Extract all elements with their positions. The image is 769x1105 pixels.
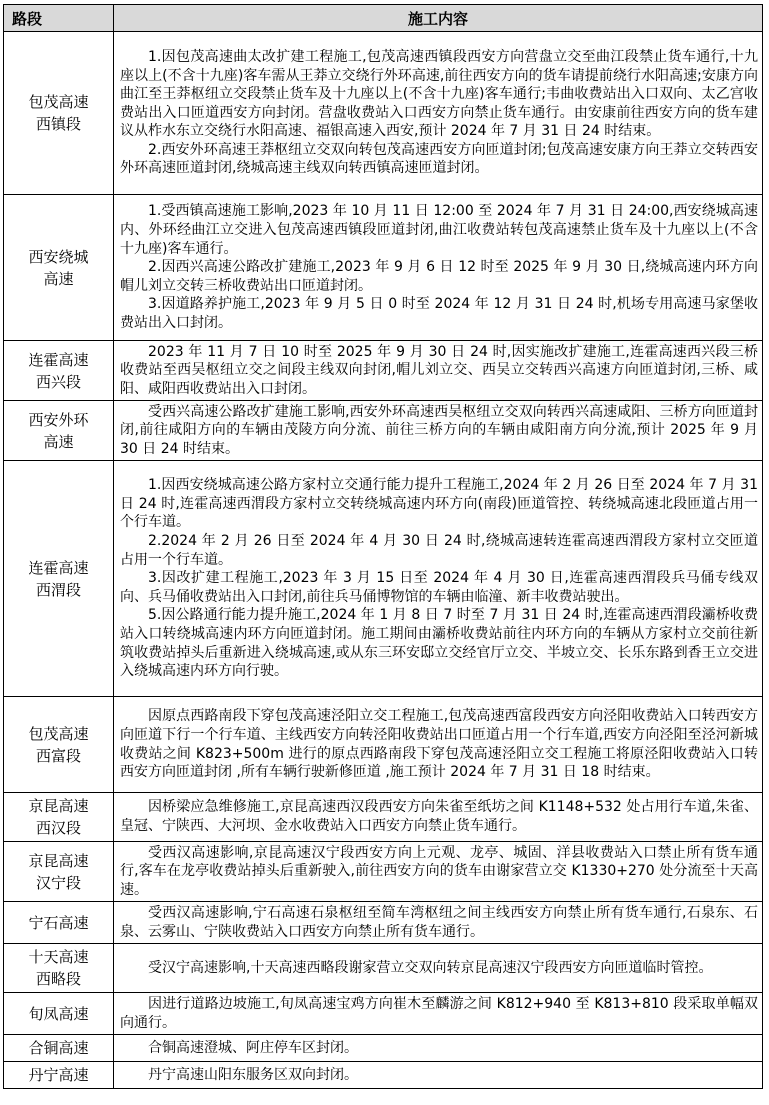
road-segment-name: 京昆高速 [28, 851, 89, 870]
road-segment-name: 西略段 [35, 970, 81, 988]
road-segment-name: 汉宁段 [35, 873, 81, 892]
construction-paragraph: 1.因包茂高速曲太改扩建工程施工,包茂高速西镇段西安方向营盘立交至曲江段禁止货车通行,十九座以上(不含十九座)客车需从王莽立交绕行外环高速,前往西安方向的货车请提前绕行水阳高速;安康方向曲江至王莽枢纽立交段禁止货车及十九座以上(不含十九座)客车通行;韦曲收费站出入口双向、太乙宫收费站出入口匝道西安方向封闭。营盘收费站入口西安方向禁止货车通行。由安康前往西安方向的货车建议从柞水东立交绕行水阳高速、福银高速入西安,预计 2024 年 7 月 31 日 24 时结束。 [120, 48, 758, 140]
road-segment-name: 十天高速 [28, 948, 89, 966]
construction-paragraph: 1.受西镇高速施工影响,2023 年 10 月 11 日 12:00 至 2024 年 7 月 31 日 24:00,西安绕城高速内、外环经曲江立交进入包茂高速西镇段匝道封闭,曲江收费站转包茂高速禁止货车及十九座以上(不含十九座)客车通行。 [120, 203, 758, 257]
construction-content-cell [114, 1035, 763, 1062]
road-segment-name: 合铜高速 [28, 1039, 89, 1057]
road-segment-name: 连霍高速 [28, 558, 89, 577]
construction-paragraph: 2.西安外环高速王莽枢纽立交双向转包茂高速西安方向匝道封闭;包茂高速安康方向王莽立交转西安外环高速匝道封闭,绕城高速主线双向转西镇高速匝道封闭。 [120, 141, 758, 177]
road-segment-name: 连霍高速 [28, 350, 89, 369]
road-segment-name: 西渭段 [35, 580, 81, 599]
road-segment-name: 高速 [43, 432, 74, 451]
construction-paragraph: 受西汉高速影响,宁石高速石泉枢纽至简车湾枢纽之间主线西安方向禁止所有货车通行,石泉东、石泉、云雾山、宁陕收费站入口西安方向禁止所有货车通行。 [120, 904, 758, 940]
table-row [4, 341, 763, 401]
table-row [4, 944, 763, 993]
road-segment-name: 高速 [43, 269, 74, 288]
road-segment-cell [4, 461, 114, 697]
construction-content-cell [114, 944, 763, 993]
road-segment-cell [4, 1062, 114, 1089]
construction-paragraph: 2.因西兴高速公路改扩建施工,2023 年 9 月 6 日 12 时至 2025 年 9 月 30 日,绕城高速内环方向帽儿刘立交转三桥收费站出口匝道封闭。 [120, 259, 758, 294]
table-row [4, 1035, 763, 1062]
table-row [4, 461, 763, 697]
table-row [4, 401, 763, 461]
road-segment-cell [4, 902, 114, 944]
construction-paragraph: 3.因改扩建工程施工,2023 年 3 月 15 日至 2024 年 4 月 30 日,连霍高速西渭段兵马俑专线双向、兵马俑收费站出入口封闭,前往兵马俑博物馆的车辆由临潼、新丰收费站驶出。 [120, 570, 758, 605]
construction-content-cell [114, 401, 763, 461]
table-row [4, 32, 763, 195]
road-segment-name: 京昆高速 [28, 797, 89, 815]
road-segment-cell [4, 1035, 114, 1062]
construction-content-cell [114, 461, 763, 697]
construction-content-cell [114, 902, 763, 944]
construction-paragraph: 受汉宁高速影响,十天高速西略段谢家营立交双向转京昆高速汉宁段西安方向匝道临时管控。 [148, 959, 713, 976]
road-segment-name: 西兴段 [35, 372, 81, 391]
construction-paragraph: 2023 年 11 月 7 日 10 时至 2025 年 9 月 30 日 24 时,因实施改扩建施工,连霍高速西兴段三桥收费站至西吴枢纽立交之间段主线双向封闭,帽儿刘立交、西吴立交转西兴高速方向匝道封闭,三桥、咸阳、咸阳西收费站出入口封闭。 [120, 343, 758, 397]
road-segment-name: 包茂高速 [28, 93, 89, 111]
table-row [4, 195, 763, 341]
road-segment-name: 旬凤高速 [28, 1004, 89, 1023]
road-segment-cell [4, 842, 114, 902]
road-segment-name: 西安绕城 [28, 247, 89, 266]
road-segment-name: 丹宁高速 [28, 1066, 89, 1084]
table-row [4, 1062, 763, 1089]
construction-paragraph: 5.因公路通行能力提升施工,2024 年 1 月 8 日 7 时至 7 月 31 日 24 时,连霍高速西渭段灞桥收费站入口转绕城高速内环方向匝道封闭。施工期间由灞桥收费站前往内环方向的车辆从方家村立交前往新筑收费站掉头后重新进入绕城高速,或从东三环安邸立交经官厅立交、半坡立交、长乐东路到香王立交进入绕城高速内环方向行驶。 [120, 607, 758, 680]
construction-content-cell [114, 993, 763, 1035]
road-segment-name: 西镇段 [35, 115, 81, 133]
construction-paragraph: 因进行道路边坡施工,旬凤高速宝鸡方向崔木至麟游之间 K812+940 至 K813+810 段采取单幅双向通行。 [120, 995, 758, 1031]
table-header-row [4, 5, 763, 32]
road-segment-cell [4, 401, 114, 461]
construction-content-cell [114, 32, 763, 195]
road-segment-name: 宁石高速 [28, 913, 89, 932]
construction-content-cell [114, 793, 763, 842]
road-segment-name: 包茂高速 [28, 724, 89, 743]
road-segment-cell [4, 793, 114, 842]
construction-table [3, 4, 763, 1089]
construction-paragraph: 合铜高速澄城、阿庄停车区封闭。 [148, 1039, 358, 1056]
construction-paragraph: 因原点西路南段下穿包茂高速泾阳立交工程施工,包茂高速西富段西安方向泾阳收费站入口转西安方向匝道下行一个行车道、主线西安方向转泾阳收费站出口匝道占用一个行车道,西安方向泾阳至泾河新城收费站之间 K823+500m 进行的原点西路南段下穿包茂高速泾阳立交工程施工将原泾阳收费站入口转西安方向匝道封闭 ,所有车辆行驶新修匝道 ,施工预计 2024 年 7 月 31 日 18 时结束。 [120, 708, 758, 781]
header-segment: 路段 [4, 5, 114, 32]
road-segment-cell [4, 993, 114, 1035]
construction-paragraph: 1.因西安绕城高速公路方家村立交通行能力提升工程施工,2024 年 2 月 26 日至 2024 年 7 月 31 日 24 时,连霍高速西渭段方家村立交转绕城高速内环方向(南段)匝道管控、转绕城高速北段匝道占用一个行车道。 [120, 477, 758, 531]
table-row [4, 793, 763, 842]
construction-content-cell [114, 1062, 763, 1089]
table-row [4, 902, 763, 944]
road-segment-cell [4, 944, 114, 993]
table-row [4, 697, 763, 793]
table-row [4, 993, 763, 1035]
road-segment-cell [4, 32, 114, 195]
construction-content-cell [114, 341, 763, 401]
construction-content-cell [114, 842, 763, 902]
construction-paragraph: 2.2024 年 2 月 26 日至 2024 年 4 月 30 日 24 时,绕城高速转连霍高速西渭段方家村立交匝道占用一个行车道。 [120, 533, 758, 568]
road-segment-name: 西富段 [35, 746, 81, 765]
construction-content-cell [114, 195, 763, 341]
header-content: 施工内容 [114, 5, 763, 32]
table-body [4, 32, 763, 1089]
construction-content-cell [114, 697, 763, 793]
road-segment-name: 西汉段 [35, 819, 81, 837]
road-segment-cell [4, 697, 114, 793]
construction-paragraph: 3.因道路养护施工,2023 年 9 月 5 日 0 时至 2024 年 12 月 31 日 24 时,机场专用高速马家堡收费站出入口封闭。 [120, 296, 758, 331]
construction-paragraph: 因桥梁应急维修施工,京昆高速西汉段西安方向朱雀至纸坊之间 K1148+532 处占用行车道,朱雀、皇冠、宁陕西、大河坝、金水收费站入口西安方向禁止货车通行。 [120, 799, 758, 834]
road-segment-cell [4, 195, 114, 341]
road-segment-name: 西安外环 [28, 410, 89, 429]
construction-paragraph: 受西兴高速公路改扩建施工影响,西安外环高速西吴枢纽立交双向转西兴高速咸阳、三桥方向匝道封闭,前往咸阳方向的车辆由茂陵方向分流、前往三桥方向的车辆由咸阳南方向分流,预计 2025 年 9 月 30 日 24 时结束。 [120, 403, 758, 457]
construction-paragraph: 受西汉高速影响,京昆高速汉宁段西安方向上元观、龙亭、城固、洋县收费站入口禁止所有货车通行,客车在龙亭收费站掉头后重新驶入,前往西安方向的货车由谢家营立交 K1330+270 处分流至十天高速。 [120, 844, 758, 898]
table-row [4, 842, 763, 902]
construction-paragraph: 丹宁高速山阳东服务区双向封闭。 [148, 1066, 358, 1083]
road-segment-cell [4, 341, 114, 401]
